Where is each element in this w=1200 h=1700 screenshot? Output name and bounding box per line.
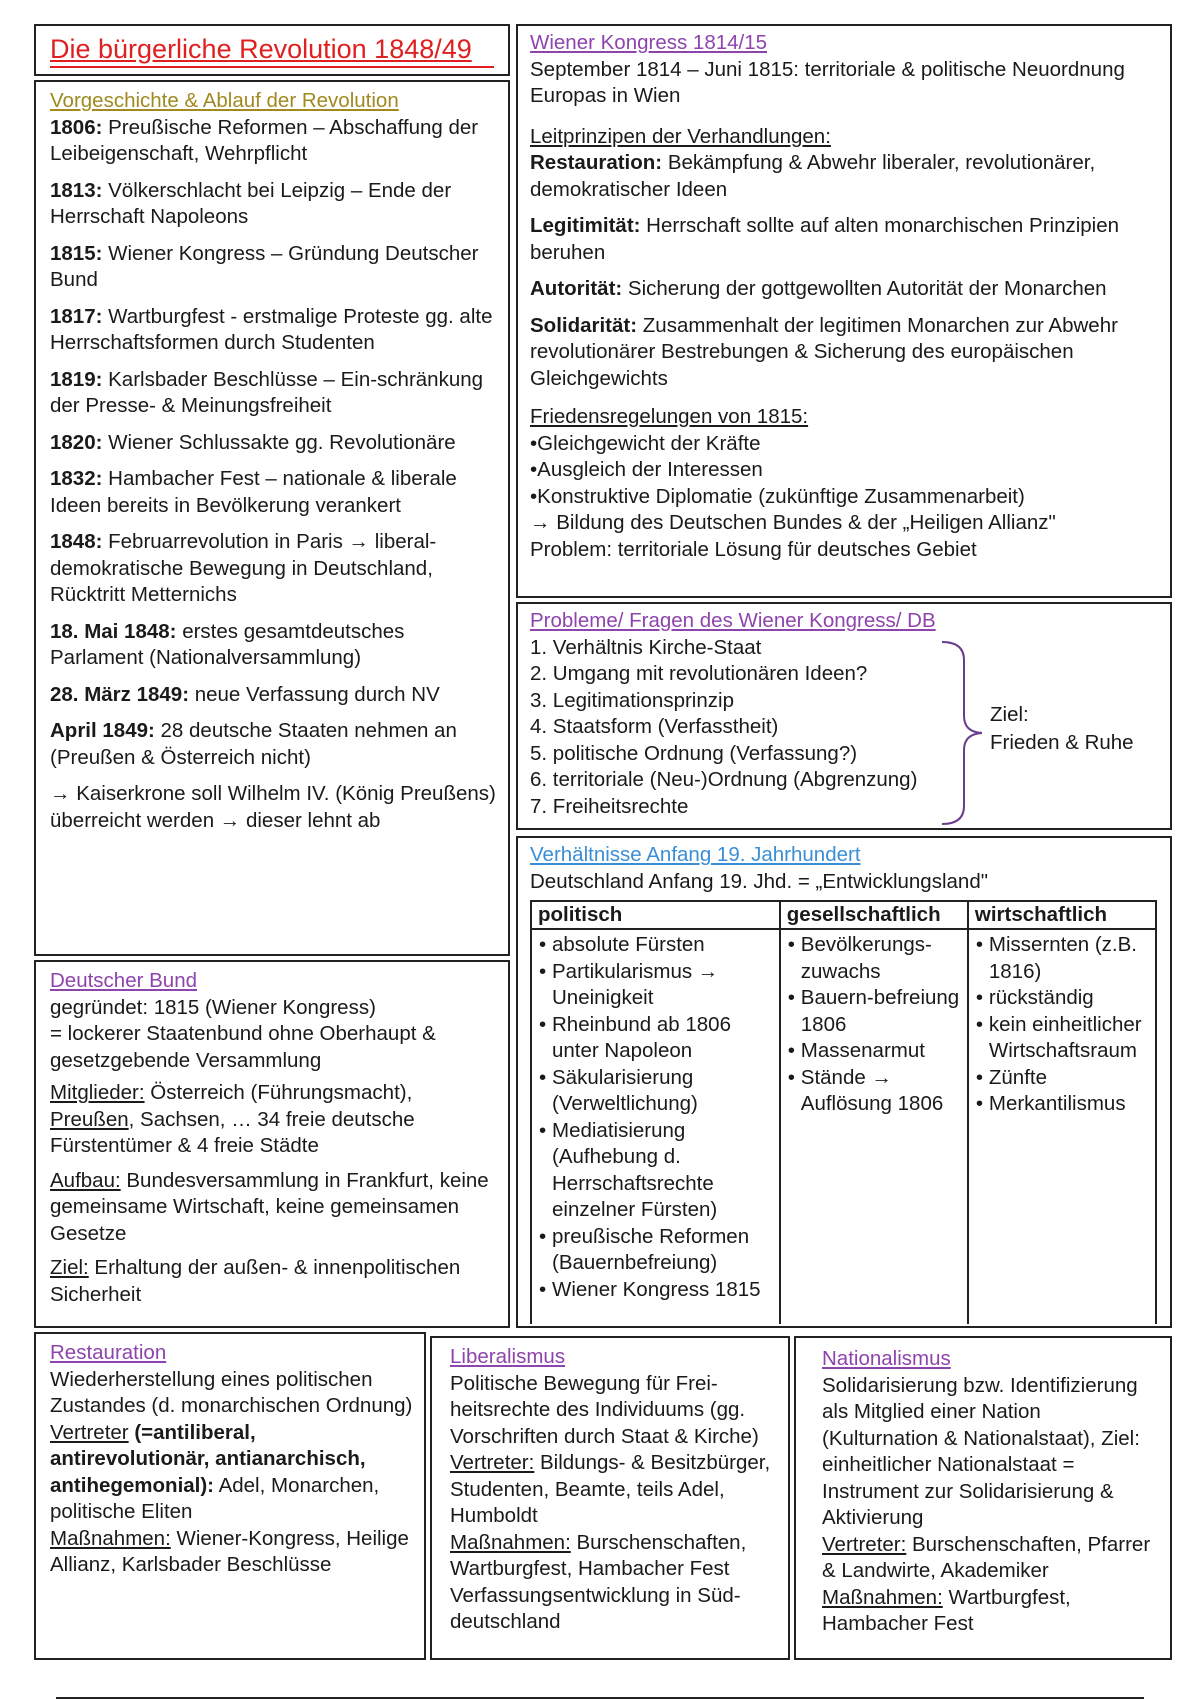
- nationalismus-massnahmen-label: Maßnahmen:: [822, 1585, 943, 1609]
- restauration-vertreter: [50, 1420, 416, 1526]
- probleme-item: 1. Verhältnis Kirche-Staat: [530, 635, 762, 659]
- table-column-cell: [780, 929, 968, 1324]
- table-list-item: • Rheinbund ab 1806 unter Napoleon: [538, 1012, 775, 1065]
- table-list-item: • Mediatisierung (Aufhebung d. Herrschaftsrechte einzelner Fürsten): [538, 1118, 775, 1224]
- restauration-text: Wiederherstellung eines politischen Zustandes (d. monarchischen Ordnung): [50, 1367, 413, 1417]
- nationalismus-vertreter: [822, 1532, 1162, 1585]
- timeline-year: 18. Mai 1848:: [50, 619, 177, 643]
- table-list-item: • rückständig: [975, 985, 1151, 1012]
- nationalismus-massnahmen: [822, 1585, 1162, 1638]
- timeline-text: Hambacher Fest – nationale & liberale Ideen bereits in Bevölkerung verankert: [50, 467, 457, 517]
- restauration-vertreter-bold: (=antiliberal, antirevolutionär, antianarchisch, antihegemonial):: [50, 1420, 366, 1497]
- bund-founded: gegründet: 1815 (Wiener Kongress): [50, 995, 376, 1019]
- timeline-entry: [50, 529, 498, 609]
- principle-text: Bekämpfung & Abwehr liberaler, revolutionärer, demokratischer Ideen: [530, 151, 1096, 201]
- restauration-massnahmen-text: Wiener-Kongress, Heilige Allianz, Karlsbader Beschlüsse: [50, 1526, 409, 1576]
- principle-item: [530, 276, 1160, 303]
- timeline-entry: [50, 430, 498, 457]
- probleme-ziel-text: Frieden & Ruhe: [990, 731, 1134, 754]
- timeline-text: erstes gesamtdeutsches Parlament (Nationalversammlung): [50, 619, 405, 669]
- timeline-entry: [50, 682, 498, 709]
- principle-text: Sicherung der gottgewollten Autorität der Monarchen: [622, 277, 1107, 300]
- liberalismus-massnahmen-label: Maßnahmen:: [450, 1530, 571, 1554]
- liberalismus-massnahmen: [450, 1530, 782, 1636]
- page-title: Die bürgerliche Revolution 1848/49: [50, 34, 472, 64]
- table-list-item: • kein einheitlicher Wirtschaftsraum: [975, 1012, 1151, 1065]
- nationalismus-heading: Nationalismus: [822, 1347, 951, 1370]
- table-column-list: [975, 932, 1151, 1118]
- kongress-intro: September 1814 – Juni 1815: territoriale & politische Neuordnung Europas in Wien: [530, 57, 1125, 107]
- timeline-list: [50, 115, 498, 835]
- probleme-item: 5. politische Ordnung (Verfassung?): [530, 741, 858, 765]
- timeline-year: 1819:: [50, 367, 103, 391]
- bund-box: [34, 960, 510, 1328]
- table-column-list: [538, 932, 775, 1303]
- principle-label: Restauration:: [530, 151, 663, 174]
- timeline-text: Wiener Kongress – Gründung Deutscher Bund: [50, 241, 479, 291]
- timeline-year: 1815:: [50, 241, 103, 265]
- mitglieder-label: Mitglieder:: [50, 1081, 145, 1104]
- timeline-text: Karlsbader Beschlüsse – Ein-schränkung der Presse- & Meinungsfreiheit: [50, 367, 484, 417]
- timeline-text: Wiener Schlussakte gg. Revolutionäre: [102, 430, 456, 454]
- table-header-cell: gesellschaftlich: [780, 901, 968, 929]
- table-list-item: • Stände → Auflösung 1806: [787, 1065, 963, 1118]
- ziel-label: Ziel:: [50, 1256, 89, 1279]
- verhaeltnisse-table: [530, 900, 1157, 1324]
- liberalismus-text: Politische Bewegung für Frei-heitsrechte des Individuums (gg. Vorschriften durch Staat & Kirche): [450, 1371, 759, 1448]
- principle-label: Solidarität:: [530, 313, 638, 337]
- frieden-arrow-line: → Bildung des Deutschen Bundes & der „Heiligen Allianz": [530, 511, 1056, 534]
- timeline-entry: [50, 115, 498, 168]
- probleme-item: 3. Legitimationsprinzip: [530, 688, 734, 712]
- principle-text: Zusammenhalt der legitimen Monarchen zur Abwehr revolutionärer Bestrebungen & Sicherung des europäischen Gleichgewichts: [530, 313, 1118, 390]
- table-header-cell: wirtschaftlich: [968, 901, 1156, 929]
- mitglieder-preussen: Preußen: [50, 1107, 129, 1131]
- restauration-massnahmen-label: Maßnahmen:: [50, 1526, 171, 1550]
- frieden-item: •Gleichgewicht der Kräfte: [530, 431, 761, 455]
- probleme-item: 6. territoriale (Neu-)Ordnung (Abgrenzung): [530, 768, 918, 791]
- timeline-entry: [50, 619, 498, 672]
- principle-text: Herrschaft sollte auf alten monarchischen Prinzipien beruhen: [530, 214, 1120, 264]
- timeline-year: 28. März 1849:: [50, 682, 190, 706]
- principle-item: [530, 150, 1160, 203]
- restauration-heading: Restauration: [50, 1341, 167, 1364]
- footer-rule: [56, 1697, 1144, 1699]
- bund-definition: = lockerer Staatenbund ohne Oberhaupt & gesetzgebende Versammlung: [50, 1022, 436, 1072]
- timeline-text: → Kaiserkrone soll Wilhelm IV. (König Preußens) überreicht werden → dieser lehnt ab: [50, 782, 496, 832]
- table-column-list: [787, 932, 963, 1118]
- table-list-item: • Säkularisierung (Verweltlichung): [538, 1065, 775, 1118]
- timeline-entry: [50, 718, 498, 771]
- timeline-entry: [50, 178, 498, 231]
- frieden-problem: Problem: territoriale Lösung für deutsches Gebiet: [530, 537, 977, 561]
- probleme-item: 2. Umgang mit revolutionären Ideen?: [530, 662, 868, 685]
- table-list-item: • Zünfte: [975, 1065, 1151, 1092]
- timeline-year: April 1849:: [50, 719, 155, 742]
- curly-brace-icon: [940, 640, 984, 826]
- probleme-item: 7. Freiheitsrechte: [530, 794, 689, 818]
- table-list-item: • Merkantilismus: [975, 1091, 1151, 1118]
- verhaeltnisse-box: [516, 836, 1172, 1328]
- timeline-entry: [50, 781, 498, 834]
- principle-label: Autorität:: [530, 277, 623, 300]
- table-column-cell: [968, 929, 1156, 1324]
- liberalismus-heading: Liberalismus: [450, 1345, 566, 1368]
- timeline-text: Völkerschlacht bei Leipzig – Ende der Herrschaft Napoleons: [50, 178, 452, 228]
- timeline-text: 28 deutsche Staaten nehmen an (Preußen & Österreich nicht): [50, 719, 457, 769]
- table-column-cell: [531, 929, 780, 1324]
- timeline-year: 1817:: [50, 304, 103, 328]
- timeline-entry: [50, 304, 498, 357]
- table-list-item: • Wiener Kongress 1815: [538, 1277, 775, 1304]
- frieden-heading: Friedensregelungen von 1815:: [530, 405, 809, 428]
- ziel-text: Erhaltung der außen- & innenpolitischen Sicherheit: [50, 1256, 461, 1306]
- table-list-item: • Bauern-befreiung 1806: [787, 985, 963, 1038]
- bund-ziel: [50, 1255, 498, 1308]
- mitglieder-text: Österreich (Führungsmacht),: [144, 1081, 413, 1104]
- table-list-item: • Missernten (z.B. 1816): [975, 932, 1151, 985]
- timeline-year: 1820:: [50, 430, 103, 454]
- verhaeltnisse-subtitle: Deutschland Anfang 19. Jhd. = „Entwicklungsland": [530, 869, 988, 893]
- table-list-item: • absolute Fürsten: [538, 932, 775, 959]
- nationalismus-box: [794, 1336, 1172, 1660]
- leit-heading: Leitprinzipen der Verhandlungen:: [530, 124, 831, 148]
- timeline-year: 1813:: [50, 178, 103, 202]
- frieden-item: •Konstruktive Diplomatie (zukünftige Zusammenarbeit): [530, 484, 1025, 508]
- timeline-text: Preußische Reformen – Abschaffung der Leibeigenschaft, Wehrpflicht: [50, 115, 479, 165]
- kongress-box: [516, 24, 1172, 598]
- restauration-box: [34, 1332, 426, 1660]
- nationalismus-text: Solidarisierung bzw. Identifizierung als Mitglied einer Nation (Kulturnation & Nationalstaat), Ziel: einheitlicher Nationalstaat = Instrument zur Solidarisierung & Aktivierung: [822, 1373, 1140, 1529]
- principle-label: Legitimität:: [530, 214, 641, 237]
- table-list-item: • Massenarmut: [787, 1038, 963, 1065]
- probleme-ziel-label: Ziel:: [990, 703, 1029, 726]
- title-box: [34, 24, 510, 76]
- timeline-text: Februarrevolution in Paris → liberal-demokratische Bewegung in Deutschland, Rücktritt Metternichs: [50, 530, 437, 606]
- aufbau-text: Bundesversammlung in Frankfurt, keine gemeinsame Wirtschaft, keine gemeinsamen Gesetze: [50, 1168, 489, 1245]
- probleme-heading: Probleme/ Fragen des Wiener Kongress/ DB: [530, 609, 936, 632]
- title-rule: [50, 66, 494, 68]
- timeline-year: 1848:: [50, 530, 103, 553]
- verhaeltnisse-heading: Verhältnisse Anfang 19. Jahrhundert: [530, 843, 861, 866]
- timeline-entry: [50, 241, 498, 294]
- nationalismus-vertreter-text: Burschenschaften, Pfarrer & Landwirte, Akademiker: [822, 1532, 1151, 1582]
- bund-heading: Deutscher Bund: [50, 969, 198, 992]
- bund-mitglieder: [50, 1080, 498, 1160]
- bund-aufbau: [50, 1168, 498, 1248]
- table-list-item: • Bevölkerungs-zuwachs: [787, 932, 963, 985]
- timeline-year: 1832:: [50, 467, 103, 490]
- mitglieder-rest: , Sachsen, … 34 freie deutsche Fürstentümer & 4 freie Städte: [50, 1107, 415, 1157]
- aufbau-label: Aufbau:: [50, 1168, 121, 1192]
- table-list-item: • preußische Reformen (Bauernbefreiung): [538, 1224, 775, 1277]
- kongress-heading: Wiener Kongress 1814/15: [530, 31, 768, 54]
- restauration-vertreter-text: Adel, Monarchen, politische Eliten: [50, 1473, 380, 1523]
- principles-list: [530, 150, 1160, 392]
- nationalismus-vertreter-label: Vertreter:: [822, 1532, 907, 1556]
- frieden-item: •Ausgleich der Interessen: [530, 458, 763, 481]
- timeline-entry: [50, 367, 498, 420]
- table-header-cell: politisch: [531, 901, 780, 929]
- principle-item: [530, 213, 1160, 266]
- liberalismus-vertreter: [450, 1450, 782, 1530]
- nationalismus-massnahmen-text: Wartburgfest, Hambacher Fest: [822, 1585, 1071, 1635]
- principle-item: [530, 313, 1160, 393]
- timeline-year: 1806:: [50, 115, 103, 139]
- table-list-item: • Partikularismus → Uneinigkeit: [538, 959, 775, 1012]
- probleme-box: [516, 602, 1172, 830]
- liberalismus-box: [430, 1336, 790, 1660]
- frieden-list: [530, 431, 1160, 511]
- probleme-list: [530, 635, 1160, 821]
- timeline-text: neue Verfassung durch NV: [189, 682, 440, 706]
- probleme-item: 4. Staatsform (Verfasstheit): [530, 715, 779, 738]
- liberalismus-massnahmen-text: Burschenschaften, Wartburgfest, Hambacher Fest Verfassungsentwicklung in Süd-deutschland: [450, 1530, 747, 1633]
- vorgeschichte-heading: Vorgeschichte & Ablauf der Revolution: [50, 89, 399, 112]
- timeline-text: Wartburgfest - erstmalige Proteste gg. alte Herrschaftsformen durch Studenten: [50, 304, 493, 354]
- restauration-massnahmen: [50, 1526, 416, 1579]
- liberalismus-vertreter-text: Bildungs- & Besitzbürger, Studenten, Beamte, teils Adel, Humboldt: [450, 1451, 771, 1527]
- vorgeschichte-box: [34, 80, 510, 956]
- timeline-entry: [50, 466, 498, 519]
- liberalismus-vertreter-label: Vertreter:: [450, 1451, 535, 1474]
- restauration-vertreter-label: Vertreter: [50, 1420, 129, 1444]
